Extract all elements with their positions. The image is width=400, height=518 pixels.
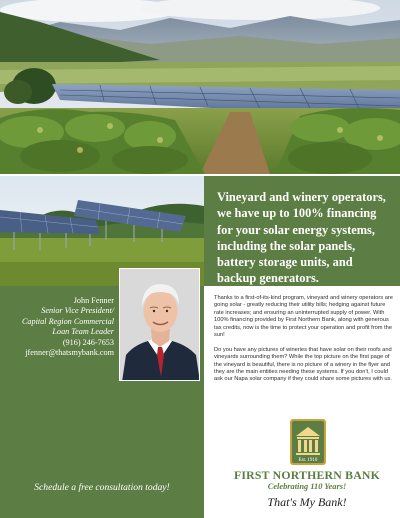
bank-emblem-icon: [288, 418, 328, 466]
body-paragraph: Do you have any pictures of wineries that have solar on their roofs and vineyards surrounding them? While the top picture on the first page of the vineyard is beautiful, there is no picture of a winery in the flyer and they are the main entities needing these systems. If you don't, I could ask our Napa solar company if they could share some pictures with us.: [214, 346, 392, 383]
contact-name: John Fenner: [73, 296, 114, 305]
contact-title: Capital Region Commercial: [21, 316, 114, 326]
contact-title: Loan Team Leader: [52, 327, 114, 337]
bank-name: FIRST NORTHERN BANK: [233, 468, 381, 482]
portrait-photo: [119, 268, 200, 381]
slogan: That's My Bank!: [267, 495, 347, 509]
body-copy: [214, 295, 394, 391]
anniversary-tagline: Celebrating 110 Years!: [267, 482, 347, 491]
contact-phone: (916) 246-7653: [62, 337, 114, 347]
contact-block: [4, 296, 114, 358]
bank-logo: [222, 418, 392, 518]
contact-email[interactable]: jfenner@thatsmybank.com: [25, 348, 114, 358]
headline-panel: [204, 176, 400, 286]
hero-vineyard-solar-photo: [0, 0, 400, 174]
headline: Vineyard and winery operators, we have up to 100% financing for your solar energy systems, including the solar panels, battery storage units, and backup generators.: [217, 190, 386, 286]
est-label: Est. 1910: [298, 458, 318, 463]
body-paragraph: Thanks to a first-of-its-kind program, vineyard and winery operators are going solar - greatly reducing their utility bills; hedging against future rate increases; and ensuring an uninterrupted supply of power. With 100% financing provided by First Northern Bank, along with generous tax credits, now is the time to protect your operation and profit from the sun!: [214, 295, 393, 339]
consultation-callout: Schedule a free consultation today!: [34, 482, 170, 493]
contact-title: Senior Vice President/: [41, 306, 114, 316]
